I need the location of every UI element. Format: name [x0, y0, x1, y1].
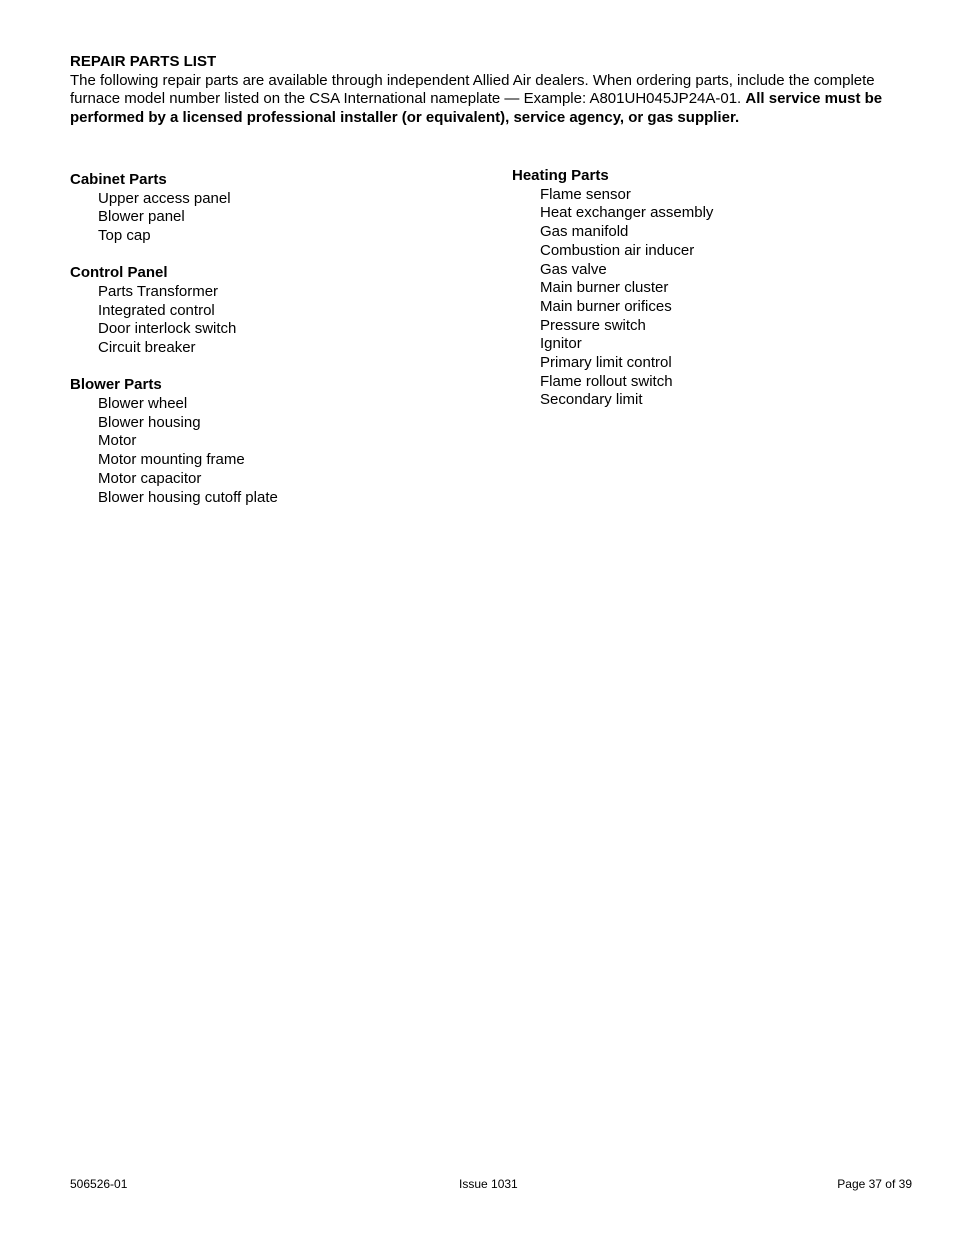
part-item: Parts Transformer	[98, 283, 219, 301]
part-item: Blower housing cutoff plate	[98, 488, 278, 506]
part-item: Ignitor	[540, 335, 582, 353]
issue-number: Issue 1031	[459, 1177, 518, 1191]
part-item: Motor mounting frame	[98, 451, 245, 469]
part-item: Blower wheel	[98, 395, 188, 413]
parts-group-control-panel	[70, 264, 470, 358]
part-item: Heat exchanger assembly	[540, 204, 714, 222]
page-number: Page 37 of 39	[837, 1177, 912, 1191]
part-item: Upper access panel	[98, 189, 231, 207]
part-item: Blower panel	[98, 208, 185, 226]
part-item: Door interlock switch	[98, 320, 237, 338]
document-number: 506526-01	[70, 1177, 128, 1191]
part-item: Combustion air inducer	[540, 241, 695, 259]
intro-paragraph	[70, 72, 916, 128]
part-item: Pressure switch	[540, 316, 646, 334]
group-items	[512, 186, 912, 410]
group-title: Blower Parts	[70, 376, 162, 394]
group-items	[70, 190, 470, 246]
group-title: Cabinet Parts	[70, 171, 167, 188]
part-item: Motor	[98, 432, 137, 450]
intro-text: The following repair parts are available through independent Allied Air dealers. When ordering parts, include the complete furnace model number listed on the CSA International nameplate — Example: A801UH045JP24A-01.	[70, 71, 875, 107]
parts-group-blower	[70, 376, 470, 507]
part-item: Gas valve	[540, 260, 607, 278]
part-item: Flame rollout switch	[540, 372, 673, 390]
intro-bold-notice: All service must be performed by a licensed professional installer (or equivalent), service agency, or gas supplier.	[70, 90, 883, 126]
left-column	[70, 171, 470, 526]
section-title: REPAIR PARTS LIST	[70, 53, 217, 70]
part-item: Blower housing	[98, 413, 201, 431]
part-item: Secondary limit	[540, 391, 643, 409]
part-item: Top cap	[98, 227, 151, 245]
right-column	[512, 167, 912, 429]
part-item: Primary limit control	[540, 354, 672, 372]
part-item: Main burner orifices	[540, 297, 672, 315]
repair-parts-header	[70, 53, 916, 127]
group-items	[70, 283, 470, 358]
group-items	[70, 395, 470, 507]
parts-group-cabinet	[70, 171, 470, 246]
part-item: Circuit breaker	[98, 339, 196, 357]
part-item: Gas manifold	[540, 223, 629, 241]
page-footer	[70, 1176, 912, 1192]
part-item: Main burner cluster	[540, 279, 669, 297]
part-item: Flame sensor	[540, 185, 631, 203]
part-item: Integrated control	[98, 301, 215, 319]
parts-group-heating	[512, 167, 912, 410]
group-title: Heating Parts	[512, 167, 609, 184]
group-title: Control Panel	[70, 264, 168, 282]
part-item: Motor capacitor	[98, 469, 202, 487]
